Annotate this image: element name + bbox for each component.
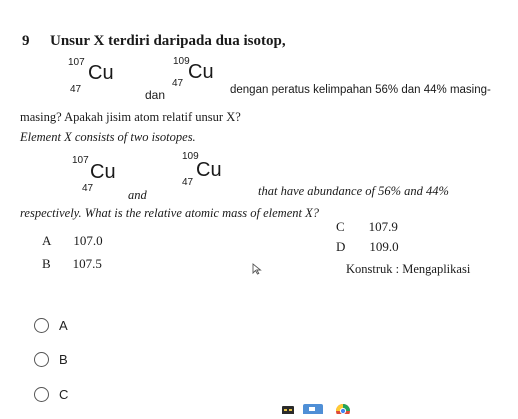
answer-choice-a[interactable] (34, 318, 68, 333)
element-symbol: Cu (196, 159, 222, 181)
connector-dan: dan (145, 88, 166, 102)
atomic-number: 47 (182, 177, 194, 188)
mouse-pointer-icon (252, 262, 262, 280)
element-symbol: Cu (188, 61, 214, 83)
option-letter: C (336, 219, 345, 234)
connector-and: and (128, 188, 147, 202)
answer-label: B (59, 352, 68, 367)
isotope-cu-107-malay (68, 57, 128, 107)
isotope-cu-107-english (72, 155, 132, 205)
question-number: 9 (22, 33, 30, 49)
option-d (336, 238, 399, 256)
calendar-icon (282, 406, 294, 414)
element-symbol: Cu (90, 161, 116, 183)
option-value: 107.5 (72, 256, 102, 271)
taskbar-strip (0, 400, 518, 414)
option-a (42, 232, 103, 250)
radio-button[interactable] (34, 352, 49, 367)
atomic-number: 47 (172, 78, 184, 89)
option-letter: D (336, 239, 346, 254)
atomic-number: 47 (70, 84, 82, 95)
mass-number: 109 (173, 56, 190, 67)
atomic-number: 47 (82, 183, 94, 194)
english-question-line2: respectively. What is the relative atomic mass of element X? (20, 206, 319, 220)
chrome-icon (336, 404, 350, 414)
malay-question-line2: masing? Apakah jisim atom relatif unsur X? (20, 110, 241, 124)
answer-label: A (59, 318, 68, 333)
malay-abundance-text: dengan peratus kelimpahan 56% dan 44% masing- (230, 84, 491, 96)
mass-number: 109 (182, 151, 199, 162)
mass-number: 107 (68, 57, 85, 68)
radio-button[interactable] (34, 318, 49, 333)
question-stem-malay: Unsur X terdiri daripada dua isotop, (50, 33, 286, 49)
option-letter: B (42, 256, 51, 271)
english-abundance-text: that have abundance of 56% and 44% (258, 184, 449, 198)
construct-label: Konstruk : Mengaplikasi (346, 262, 471, 276)
answer-choice-b[interactable] (34, 352, 68, 367)
english-intro-line: Element X consists of two isotopes. (20, 130, 196, 144)
isotope-cu-109-malay (170, 56, 230, 106)
photos-icon (303, 404, 323, 414)
option-c (336, 218, 398, 236)
option-b (42, 255, 102, 273)
isotope-cu-109-english (176, 151, 236, 201)
option-value: 109.0 (369, 239, 399, 254)
element-symbol: Cu (88, 62, 114, 84)
option-value: 107.0 (73, 233, 103, 248)
option-letter: A (42, 233, 52, 248)
answer-label: C (59, 387, 69, 402)
mass-number: 107 (72, 155, 89, 166)
option-value: 107.9 (368, 219, 398, 234)
